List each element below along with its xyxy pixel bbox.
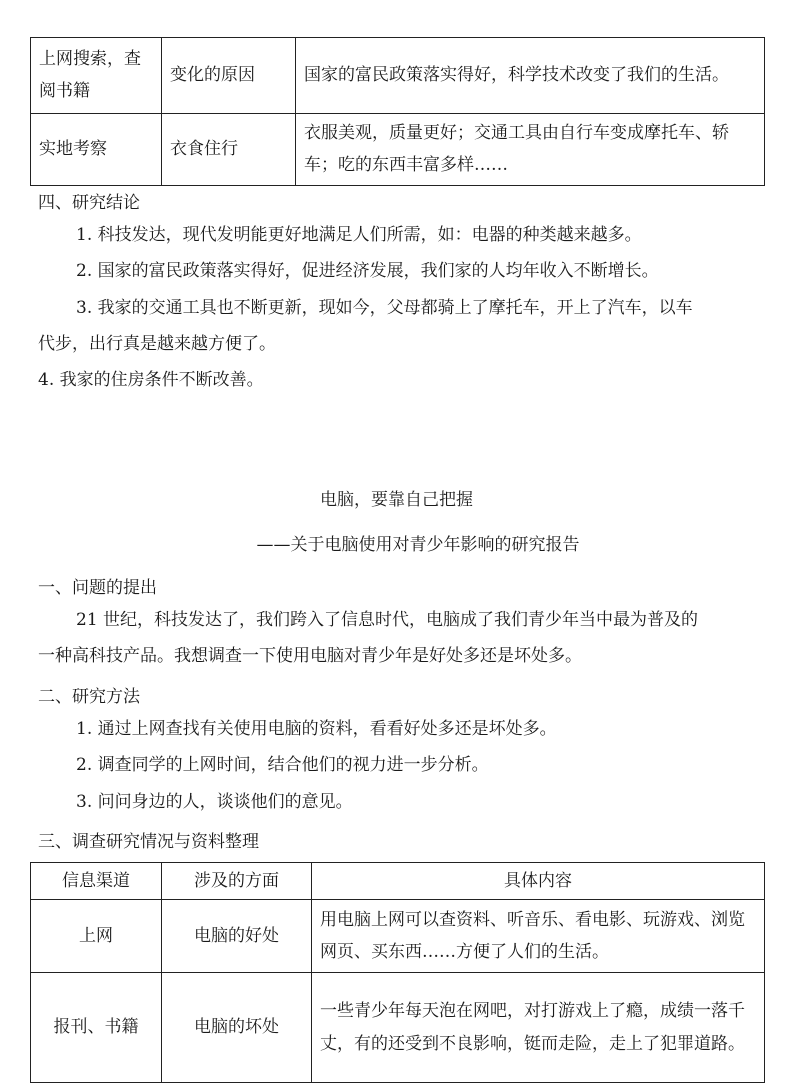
report-subtitle: ——关于电脑使用对青少年影响的研究报告: [256, 535, 580, 555]
method-item: 1. 通过上网查找有关使用电脑的资料，看看好处多还是坏处多。: [76, 719, 557, 739]
table-header-aspect: 涉及的方面: [162, 863, 312, 900]
table-header-channel: 信息渠道: [31, 863, 162, 900]
table-row: [31, 114, 765, 186]
survey-table: [30, 862, 765, 1083]
paragraph-line: 21 世纪，科技发达了，我们跨入了信息时代，电脑成了我们青少年当中最为普及的: [76, 610, 699, 630]
section-heading-survey: 三、调查研究情况与资料整理: [38, 832, 259, 852]
conclusion-item: 4. 我家的住房条件不断改善。: [38, 370, 264, 390]
conclusion-item: 3. 我家的交通工具也不断更新，现如今，父母都骑上了摩托车，开上了汽车，以车: [76, 298, 693, 318]
table-cell-content: 一些青少年每天泡在网吧，对打游戏上了瘾，成绩一落千丈，有的还受到不良影响，铤而走险，走上了犯罪道路。: [312, 973, 765, 1083]
table-cell-aspect: 变化的原因: [162, 38, 296, 114]
table-cell-content: 用电脑上网可以查资料、听音乐、看电影、玩游戏、浏览网页、买东西……方便了人们的生活。: [312, 900, 765, 973]
paragraph-line: 一种高科技产品。我想调查一下使用电脑对青少年是好处多还是坏处多。: [38, 646, 582, 666]
table-row: [31, 900, 765, 973]
method-item: 2. 调查同学的上网时间，结合他们的视力进一步分析。: [76, 755, 489, 775]
report-title: 电脑，要靠自己把握: [320, 490, 473, 510]
table-cell-content: 国家的富民政策落实得好，科学技术改变了我们的生活。: [296, 38, 765, 114]
table-header-row: [31, 863, 765, 900]
conclusion-item-continued: 代步，出行真是越来越方便了。: [38, 334, 276, 354]
conclusion-item: 1. 科技发达，现代发明能更好地满足人们所需，如：电器的种类越来越多。: [76, 225, 642, 245]
table-cell-channel: 上网: [31, 900, 162, 973]
table-row: [31, 38, 765, 114]
table-cell-channel: 报刊、书籍: [31, 973, 162, 1083]
top-table: [30, 37, 765, 186]
conclusion-item: 2. 国家的富民政策落实得好，促进经济发展，我们家的人均年收入不断增长。: [76, 261, 659, 281]
table-header-content: 具体内容: [312, 863, 765, 900]
table-cell-channel: 实地考察: [31, 114, 162, 186]
section-heading-conclusion: 四、研究结论: [38, 193, 140, 213]
method-item: 3. 问问身边的人，谈谈他们的意见。: [76, 792, 353, 812]
table-cell-channel: 上网搜索，查阅书籍: [31, 38, 162, 114]
table-cell-aspect: 电脑的坏处: [162, 973, 312, 1083]
table-row: [31, 973, 765, 1083]
section-heading-method: 二、研究方法: [38, 687, 140, 707]
table-cell-aspect: 电脑的好处: [162, 900, 312, 973]
table-cell-content: 衣服美观，质量更好；交通工具由自行车变成摩托车、轿车；吃的东西丰富多样……: [296, 114, 765, 186]
section-heading-problem: 一、问题的提出: [38, 578, 157, 598]
table-cell-aspect: 衣食住行: [162, 114, 296, 186]
